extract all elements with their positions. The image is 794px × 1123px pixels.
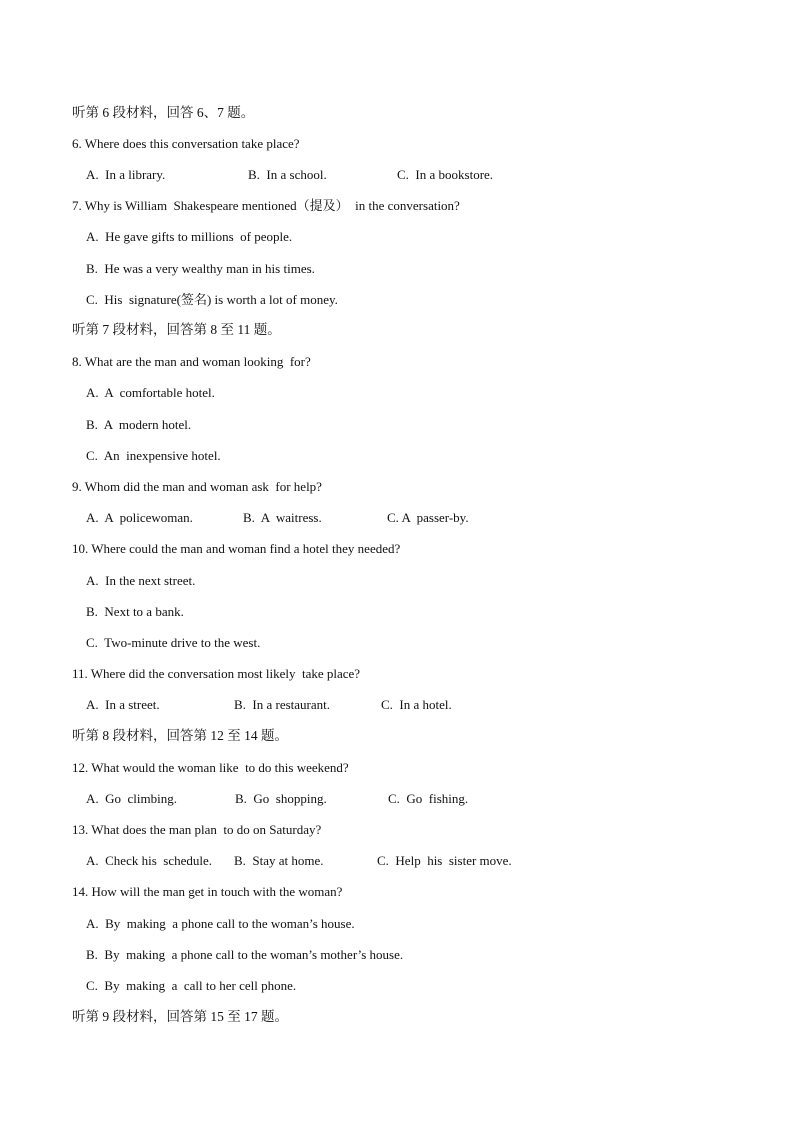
option-b: B. Next to a bank. (86, 604, 184, 619)
option-b: B. He was a very wealthy man in his times. (86, 261, 315, 276)
option-b: B. Stay at home. (234, 853, 324, 868)
question-14: 14. How will the man get in touch with the woman? (72, 884, 343, 899)
option-c: C. A passer-by. (387, 510, 469, 525)
option-a: A. Check his schedule. (86, 853, 213, 868)
option-a: A. By making a phone call to the woman’s house. (86, 916, 355, 931)
option-a: A. In a library. (86, 167, 166, 182)
option-a: A. A comfortable hotel. (86, 385, 215, 400)
option-c: C. By making a call to her cell phone. (86, 978, 297, 993)
option-a: A. He gave gifts to millions of people. (86, 229, 293, 244)
option-b: B. A modern hotel. (86, 417, 192, 432)
question-8: 8. What are the man and woman looking for? (72, 354, 311, 369)
question-13-options (0, 853, 794, 869)
option-b: B. In a school. (248, 167, 327, 182)
question-12: 12. What would the woman like to do this weekend? (72, 760, 349, 775)
option-c: C. Help his sister move. (377, 853, 512, 868)
option-b: B. Go shopping. (235, 791, 327, 806)
option-b: B. By making a phone call to the woman’s mother’s house. (86, 947, 404, 962)
question-10: 10. Where could the man and woman find a hotel they needed? (72, 541, 401, 556)
section-heading-6: 听第 6 段材料，回答 6、7 题。 (72, 105, 255, 120)
section-heading-9: 听第 9 段材料，回答第 15 至 17 题。 (72, 1009, 288, 1024)
section-heading-8: 听第 8 段材料，回答第 12 至 14 题。 (72, 728, 288, 743)
option-b: B. A waitress. (243, 510, 322, 525)
question-13: 13. What does the man plan to do on Saturday? (72, 822, 322, 837)
question-9: 9. Whom did the man and woman ask for help? (72, 479, 322, 494)
question-9-options (0, 510, 794, 526)
question-11-options (0, 697, 794, 713)
option-b: B. In a restaurant. (234, 697, 331, 712)
option-a: A. Go climbing. (86, 791, 177, 806)
option-c: C. His signature(签名) is worth a lot of money. (86, 292, 338, 307)
section-heading-7: 听第 7 段材料，回答第 8 至 11 题。 (72, 322, 281, 337)
option-c: C. An inexpensive hotel. (86, 448, 221, 463)
option-a: A. In the next street. (86, 573, 196, 588)
option-c: C. Go fishing. (388, 791, 469, 806)
option-a: A. In a street. (86, 697, 160, 712)
question-12-options (0, 791, 794, 807)
question-11: 11. Where did the conversation most likely take place? (72, 666, 361, 681)
question-6-options (0, 167, 794, 183)
question-6: 6. Where does this conversation take place? (72, 136, 300, 151)
option-c: C. Two-minute drive to the west. (86, 635, 261, 650)
option-a: A. A policewoman. (86, 510, 193, 525)
question-7: 7. Why is William Shakespeare mentioned（提及） in the conversation? (72, 198, 460, 213)
option-c: C. In a bookstore. (397, 167, 494, 182)
option-c: C. In a hotel. (381, 697, 452, 712)
